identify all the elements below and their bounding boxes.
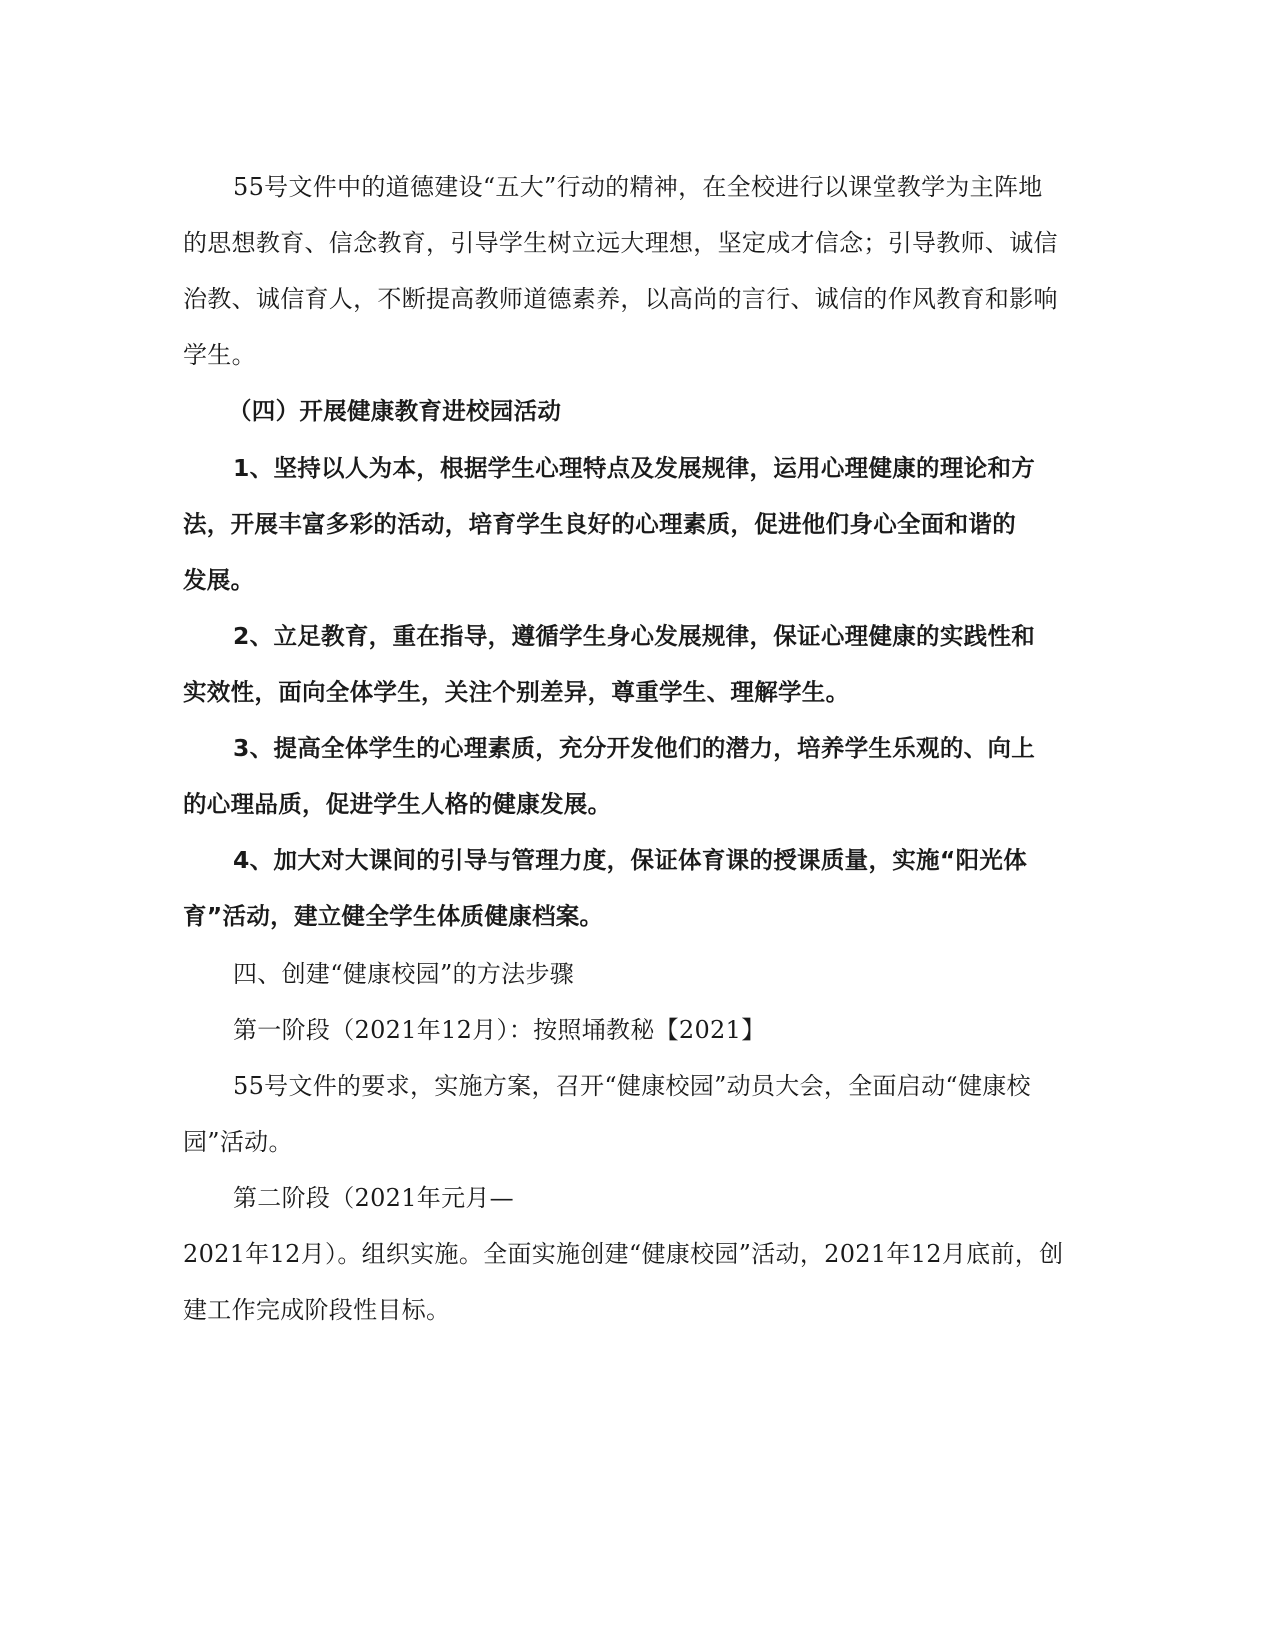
list-item-2-line: 实效性，面向全体学生，关注个别差异，尊重学生、理解学生。 [183,678,850,706]
paragraph-line: 建工作完成阶段性目标。 [183,1296,451,1324]
list-item-1-line: 1、坚持以人为本，根据学生心理特点及发展规律，运用心理健康的理论和方 [233,454,1036,482]
list-item-1-line: 法，开展丰富多彩的活动，培育学生良好的心理素质，促进他们身心全面和谐的 [183,510,1016,538]
paragraph-line: 治教、诚信育人，不断提高教师道德素养，以高尚的言行、诚信的作风教育和影响 [183,285,1058,313]
list-item-3-line: 的心理品质，促进学生人格的健康发展。 [183,790,612,818]
list-item-3-line: 3、提高全体学生的心理素质，充分开发他们的潜力，培养学生乐观的、向上 [233,734,1036,762]
section-title: 四、创建“健康校园”的方法步骤 [233,960,575,988]
list-item-4-line: 4、加大对大课间的引导与管理力度，保证体育课的授课质量，实施“阳光体 [233,846,1027,874]
paragraph-line: 2021年12月）。组织实施。全面实施创建“健康校园”活动，2021年12月底前，创 [183,1240,1064,1268]
list-item-4-line: 育”活动，建立健全学生体质健康档案。 [183,902,604,930]
paragraph-line: 55号文件的要求，实施方案，召开“健康校园”动员大会，全面启动“健康校 [233,1072,1031,1100]
stage-one-line: 第一阶段（2021年12月）：按照埇教秘【2021】 [233,1016,766,1044]
list-item-2-line: 2、立足教育，重在指导，遵循学生身心发展规律，保证心理健康的实践性和 [233,622,1036,650]
paragraph-line: 的思想教育、信念教育，引导学生树立远大理想，坚定成才信念；引导教师、诚信 [183,229,1058,257]
stage-two-line: 第二阶段（2021年元月— [233,1184,514,1212]
list-item-1-line: 发展。 [183,566,255,594]
paragraph-line: 学生。 [183,341,256,369]
paragraph-line: 55号文件中的道德建设“五大”行动的精神，在全校进行以课堂教学为主阵地 [233,173,1043,201]
section-heading: （四）开展健康教育进校园活动 [228,397,562,425]
paragraph-line: 园”活动。 [183,1128,293,1156]
